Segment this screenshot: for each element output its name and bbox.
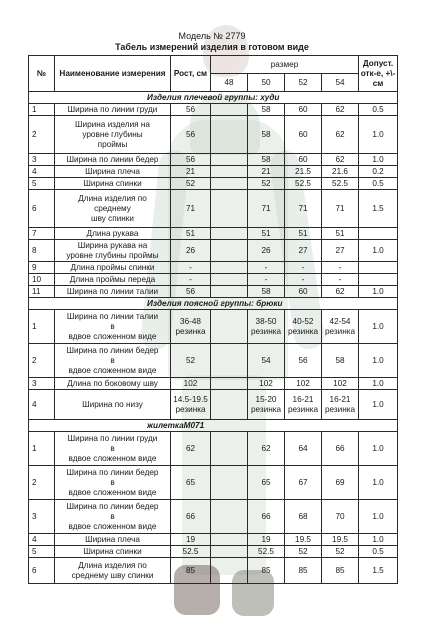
row-size-empty (211, 344, 248, 378)
row-tolerance: 0.5 (359, 546, 398, 558)
row-size-value: 15-20 резинка (248, 390, 285, 420)
row-name-line: Ширина по линии талии (66, 311, 159, 321)
row-name (55, 166, 171, 178)
row-size-value: 27 (322, 240, 359, 262)
row-size-value: 62 (322, 286, 359, 298)
row-name (55, 286, 171, 298)
row-size-value: 60 (285, 154, 322, 166)
row-size-value: 66 (322, 432, 359, 466)
row-size-value: 67 (285, 466, 322, 500)
row-height-value: 56 (171, 104, 211, 116)
row-size-empty (211, 178, 248, 190)
row-name-line: Ширина по линии груди (67, 104, 158, 114)
table-row (29, 500, 398, 534)
row-size-value: 71 (322, 190, 359, 228)
row-size-empty (211, 534, 248, 546)
row-size-value: 52 (248, 178, 285, 190)
table-row (29, 190, 398, 228)
model-title: Модель № 2779 (178, 31, 246, 41)
row-size-value: 56 (285, 344, 322, 378)
table-row (29, 344, 398, 378)
row-size-value: 60 (285, 116, 322, 154)
row-height-value: 66 (171, 500, 211, 534)
row-name-line: Длина по боковому шву (67, 378, 158, 388)
row-height-value: 56 (171, 116, 211, 154)
row-tolerance: 0.2 (359, 166, 398, 178)
row-size-value: - (285, 274, 322, 286)
row-name-line: среднему шву спинки (71, 570, 154, 580)
row-size-empty (211, 390, 248, 420)
header-size-50: 50 (248, 74, 285, 92)
row-size-value: 65 (248, 466, 285, 500)
row-number: 9 (29, 262, 55, 274)
row-tolerance: 1.0 (359, 378, 398, 390)
row-name (55, 432, 171, 466)
row-name-line: в (110, 511, 115, 521)
row-height-value: - (171, 262, 211, 274)
header-name: Наименование измерения (55, 56, 171, 92)
row-tolerance (359, 228, 398, 240)
section-title: жилеткаМ071 (29, 420, 398, 432)
table-row (29, 310, 398, 344)
table-title: Табель измерений изделия в готовом виде (115, 42, 309, 52)
row-name-line: Ширина изделия на (75, 119, 150, 129)
row-height-value: 21 (171, 166, 211, 178)
row-size-empty (211, 378, 248, 390)
section-row (29, 92, 398, 104)
row-name-line: Ширина по линии талии (66, 286, 159, 296)
table-row (29, 116, 398, 154)
row-size-value: 52.5 (285, 178, 322, 190)
row-size-value: 85 (285, 558, 322, 584)
row-height-value: 52 (171, 344, 211, 378)
header-size-48: 48 (211, 74, 248, 92)
row-size-value: 69 (322, 466, 359, 500)
row-name-line: Длина изделия по (78, 193, 147, 203)
row-name-line: Длина проймы спинки (70, 262, 155, 272)
row-tolerance: 1.5 (359, 190, 398, 228)
row-name-line: уровне глубины (82, 129, 143, 139)
row-number: 5 (29, 178, 55, 190)
table-row (29, 178, 398, 190)
row-name-line: проймы (97, 139, 128, 149)
row-name-line: вдвое сложенном виде (68, 453, 157, 463)
table-row (29, 166, 398, 178)
row-height-value: 26 (171, 240, 211, 262)
row-name-line: Ширина плеча (85, 166, 140, 176)
row-number: 6 (29, 558, 55, 584)
header-height: Рост, см (171, 56, 211, 92)
row-name-line: уровне глубины проймы (66, 250, 159, 260)
row-tolerance: 0.5 (359, 178, 398, 190)
row-name-line: в (110, 321, 115, 331)
row-tolerance: 1.0 (359, 390, 398, 420)
row-height-value: 56 (171, 154, 211, 166)
row-height-value: 85 (171, 558, 211, 584)
row-size-value: 71 (248, 190, 285, 228)
row-size-value: 60 (285, 286, 322, 298)
row-name-line: Ширина спинки (83, 546, 142, 556)
row-size-value: 66 (248, 500, 285, 534)
row-name-line: вдвое сложенном виде (68, 521, 157, 531)
table-row (29, 274, 398, 286)
row-height-value: 14.5-19.5 резинка (171, 390, 211, 420)
row-name-line: Длина изделия по (78, 560, 147, 570)
row-height-value: 51 (171, 228, 211, 240)
row-size-empty (211, 190, 248, 228)
row-tolerance: 1.0 (359, 310, 398, 344)
row-size-value: - (322, 262, 359, 274)
row-tolerance: 1.0 (359, 344, 398, 378)
table-row (29, 466, 398, 500)
header-size-52: 52 (285, 74, 322, 92)
section-title: Изделия поясной группы: брюки (29, 298, 398, 310)
row-height-value: 56 (171, 286, 211, 298)
row-size-empty (211, 116, 248, 154)
row-number: 2 (29, 344, 55, 378)
row-name-line: Ширина спинки (83, 178, 142, 188)
row-name-line: Ширина рукава на (77, 240, 148, 250)
row-name (55, 116, 171, 154)
row-size-value: 70 (322, 500, 359, 534)
row-number: 10 (29, 274, 55, 286)
row-height-value: 36-48 резинка (171, 310, 211, 344)
row-size-empty (211, 466, 248, 500)
table-row (29, 154, 398, 166)
row-tolerance (359, 262, 398, 274)
row-name-line: в (110, 443, 115, 453)
row-size-value: 102 (322, 378, 359, 390)
table-row (29, 432, 398, 466)
row-size-value: 62 (322, 104, 359, 116)
row-name-line: Ширина по линии бедер (66, 345, 159, 355)
row-name (55, 104, 171, 116)
row-number: 8 (29, 240, 55, 262)
row-name (55, 546, 171, 558)
row-number: 3 (29, 154, 55, 166)
table-row (29, 104, 398, 116)
row-size-value: 42-54 резинка (322, 310, 359, 344)
row-name-line: вдвое сложенном виде (68, 487, 157, 497)
row-size-value: 27 (285, 240, 322, 262)
row-name (55, 178, 171, 190)
row-name-line: среднему (94, 203, 131, 213)
header-num: № (29, 56, 55, 92)
row-size-value: 62 (322, 154, 359, 166)
row-size-value: 58 (248, 104, 285, 116)
row-size-value: 52 (322, 546, 359, 558)
row-number: 7 (29, 228, 55, 240)
row-height-value: - (171, 274, 211, 286)
row-number: 4 (29, 534, 55, 546)
row-name-line: Ширина по линии бедер (66, 154, 159, 164)
row-name-line: Ширина по линии бедер (66, 501, 159, 511)
row-size-value: 58 (322, 344, 359, 378)
row-size-value: 51 (285, 228, 322, 240)
row-tolerance: 1.0 (359, 286, 398, 298)
row-size-value: 16-21 резинка (285, 390, 322, 420)
row-name-line: Ширина плеча (85, 534, 140, 544)
row-size-value: - (285, 262, 322, 274)
table-row (29, 558, 398, 584)
row-name (55, 310, 171, 344)
row-size-value: 52.5 (322, 178, 359, 190)
row-height-value: 65 (171, 466, 211, 500)
row-tolerance: 1.0 (359, 240, 398, 262)
table-row (29, 378, 398, 390)
row-name-line: Ширина по линии бедер (66, 467, 159, 477)
row-height-value: 62 (171, 432, 211, 466)
row-size-empty (211, 262, 248, 274)
table-row (29, 240, 398, 262)
row-size-value: 21 (248, 166, 285, 178)
table-row (29, 546, 398, 558)
row-size-value: 102 (285, 378, 322, 390)
header-size: размер (211, 56, 359, 74)
row-size-value: - (322, 274, 359, 286)
row-number: 1 (29, 104, 55, 116)
row-name-line: Длина проймы переда (69, 274, 156, 284)
row-height-value: 52.5 (171, 546, 211, 558)
row-size-empty (211, 558, 248, 584)
row-number: 3 (29, 500, 55, 534)
row-name (55, 558, 171, 584)
row-height-value: 52 (171, 178, 211, 190)
row-size-value: 58 (248, 286, 285, 298)
row-name (55, 466, 171, 500)
row-name-line: вдвое сложенном виде (68, 331, 157, 341)
row-name-line: Ширина по линии груди (67, 433, 158, 443)
row-tolerance: 0.5 (359, 104, 398, 116)
row-number: 1 (29, 432, 55, 466)
row-tolerance: 1.0 (359, 534, 398, 546)
row-tolerance: 1.0 (359, 500, 398, 534)
header-tolerance: Допуст. отк-е, +\-см (359, 56, 398, 92)
row-name (55, 390, 171, 420)
row-size-empty (211, 546, 248, 558)
table-row (29, 228, 398, 240)
row-size-empty (211, 228, 248, 240)
table-row (29, 390, 398, 420)
row-name (55, 274, 171, 286)
header-size-54: 54 (322, 74, 359, 92)
row-number: 2 (29, 116, 55, 154)
row-name (55, 228, 171, 240)
row-tolerance: 1.0 (359, 116, 398, 154)
row-number: 6 (29, 190, 55, 228)
row-height-value: 19 (171, 534, 211, 546)
row-name (55, 190, 171, 228)
row-number: 4 (29, 390, 55, 420)
row-number: 1 (29, 310, 55, 344)
row-number: 5 (29, 546, 55, 558)
section-row (29, 420, 398, 432)
table-header (29, 56, 398, 92)
row-name (55, 240, 171, 262)
row-name (55, 154, 171, 166)
row-number: 4 (29, 166, 55, 178)
row-tolerance: 1.0 (359, 432, 398, 466)
row-size-empty (211, 310, 248, 344)
row-size-value: 21.5 (285, 166, 322, 178)
row-name (55, 378, 171, 390)
row-size-value: 62 (248, 432, 285, 466)
row-name-line: Ширина по низу (82, 399, 143, 409)
row-size-value: - (248, 274, 285, 286)
row-size-value: 62 (322, 116, 359, 154)
row-size-empty (211, 104, 248, 116)
table-row (29, 262, 398, 274)
row-size-empty (211, 286, 248, 298)
row-size-value: 21.6 (322, 166, 359, 178)
row-size-empty (211, 154, 248, 166)
table-row (29, 286, 398, 298)
row-name (55, 262, 171, 274)
row-size-value: 64 (285, 432, 322, 466)
row-size-value: 58 (248, 154, 285, 166)
row-size-value: - (248, 262, 285, 274)
row-tolerance: 1.5 (359, 558, 398, 584)
row-size-empty (211, 432, 248, 466)
row-number: 3 (29, 378, 55, 390)
row-size-value: 102 (248, 378, 285, 390)
row-size-value: 58 (248, 116, 285, 154)
row-size-value: 60 (285, 104, 322, 116)
row-number: 2 (29, 466, 55, 500)
row-name-line: Длина рукава (86, 228, 139, 238)
row-size-value: 85 (248, 558, 285, 584)
row-size-value: 40-52 резинка (285, 310, 322, 344)
row-height-value: 102 (171, 378, 211, 390)
row-name-line: вдвое сложенном виде (68, 365, 157, 375)
row-size-value: 51 (248, 228, 285, 240)
row-size-value: 19.5 (285, 534, 322, 546)
row-size-value: 38-50 резинка (248, 310, 285, 344)
row-size-value: 19.5 (322, 534, 359, 546)
row-tolerance: 1.0 (359, 466, 398, 500)
row-size-value: 26 (248, 240, 285, 262)
table-row (29, 534, 398, 546)
row-name-line: в (110, 355, 115, 365)
table-body (29, 92, 398, 584)
row-name-line: в (110, 477, 115, 487)
row-size-empty (211, 274, 248, 286)
section-row (29, 298, 398, 310)
row-size-value: 19 (248, 534, 285, 546)
row-name-line: шву спинки (91, 213, 134, 223)
section-title: Изделия плечевой группы: худи (29, 92, 398, 104)
row-name (55, 344, 171, 378)
row-tolerance: 1.0 (359, 154, 398, 166)
row-size-value: 54 (248, 344, 285, 378)
row-size-value: 16-21 резинка (322, 390, 359, 420)
row-height-value: 71 (171, 190, 211, 228)
row-size-value: 71 (285, 190, 322, 228)
row-size-value: 68 (285, 500, 322, 534)
row-name (55, 500, 171, 534)
row-tolerance (359, 274, 398, 286)
row-size-value: 52 (285, 546, 322, 558)
row-size-empty (211, 166, 248, 178)
row-size-value: 52.5 (248, 546, 285, 558)
row-number: 11 (29, 286, 55, 298)
row-size-value: 85 (322, 558, 359, 584)
row-size-value: 51 (322, 228, 359, 240)
row-size-empty (211, 240, 248, 262)
row-name (55, 534, 171, 546)
measurement-table (28, 55, 398, 584)
row-size-empty (211, 500, 248, 534)
